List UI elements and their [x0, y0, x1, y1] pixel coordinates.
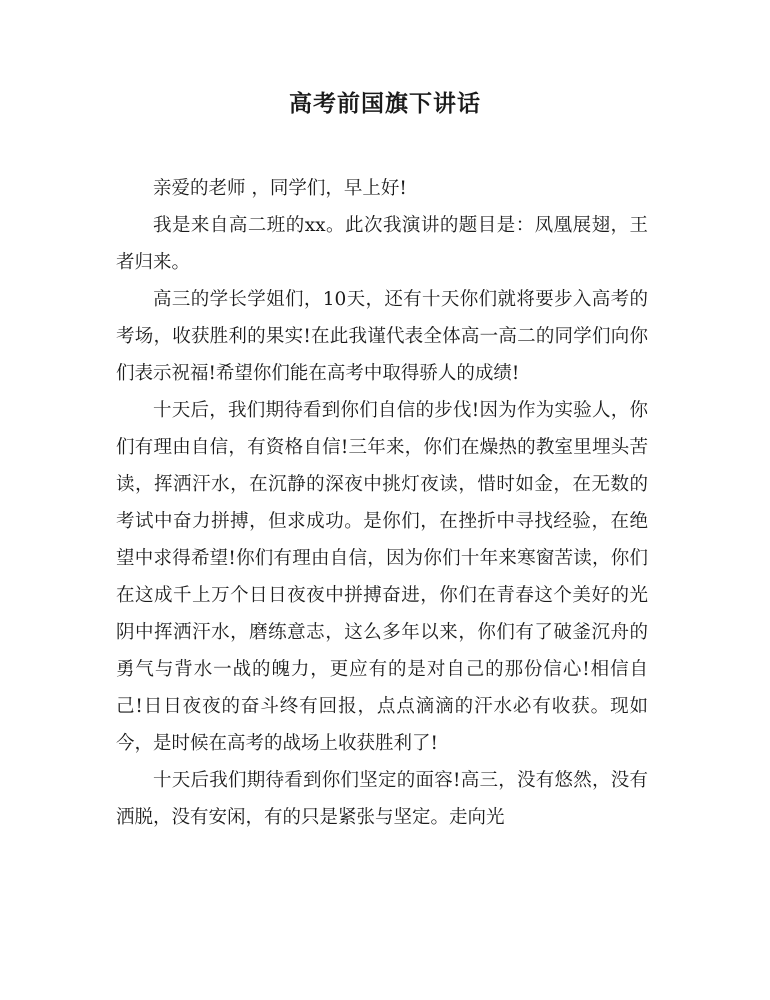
document-body [116, 170, 648, 836]
paragraph-blessing: 高三的学长学姐们，10天，还有十天你们就将要步入高考的考场，收获胜利的果实!在此我谨代表全体高一高二的同学们向你们表示祝福!希望你们能在高考中取得骄人的成绩! [116, 289, 648, 384]
document-title: 高考前国旗下讲话 [289, 91, 481, 117]
paragraph-greeting: 亲爱的老师 ，同学们，早上好! [153, 178, 407, 199]
paragraph-confidence: 十天后，我们期待看到你们自信的步伐!因为作为实验人，你们有理由自信，有资格自信!三年来，你们在燥热的教室里埋头苦读，挥洒汗水，在沉静的深夜中挑灯夜读，惜时如金，在无数的考试中奋力拼搏，但求成功。是你们，在挫折中寻找经验，在绝望中求得希望!你们有理由自信，因为你们十年来寒窗苦读，你们在这成千上万个日日夜夜中拼搏奋进，你们在青春这个美好的光阴中挥洒汗水，磨练意志，这么多年以来，你们有了破釜沉舟的勇气与背水一战的魄力，更应有的是对自己的那份信心!相信自己!日日夜夜的奋斗终有回报，点点滴滴的汗水必有收获。现如今，是时候在高考的战场上收获胜利了! [116, 400, 648, 754]
paragraph-introduction: 我是来自高二班的xx。此次我演讲的题目是：凤凰展翅，王者归来。 [116, 215, 648, 273]
paragraph-determination: 十天后我们期待看到你们坚定的面容!高三，没有悠然，没有洒脱，没有安闲，有的只是紧张与坚定。走向光 [116, 770, 648, 828]
